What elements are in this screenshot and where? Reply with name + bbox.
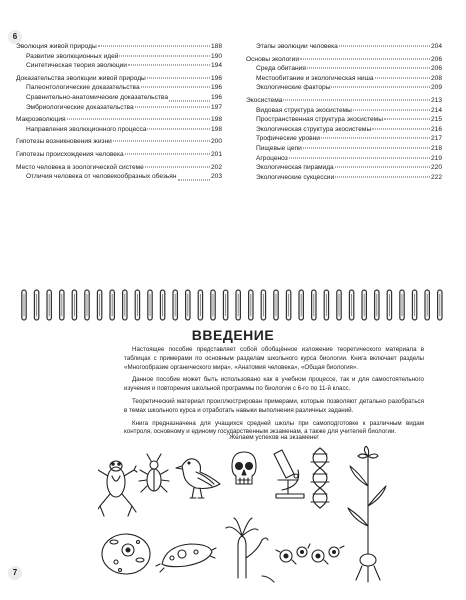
toc-entry-page: 197 (210, 103, 222, 111)
page-number-top: 6 (8, 30, 22, 44)
toc-dot-leader (303, 147, 430, 148)
toc-entry (246, 134, 442, 144)
toc-dot-leader (353, 109, 430, 110)
binding-ring (249, 290, 253, 320)
toc-dot-leader (178, 179, 210, 180)
toc-entry (16, 74, 222, 84)
binding-ring (186, 290, 190, 320)
toc-dot-leader (375, 77, 430, 78)
toc-entry (246, 125, 442, 135)
intro-paragraph: Теоретический материал проиллюстрирован примерами, которые позволяют детально разобраться в темах школьного курса и отработать навыки выполнения различных заданий. (124, 397, 424, 414)
toc-entry (16, 61, 222, 71)
flower-drawing (348, 446, 386, 582)
toc-entry-title: Этапы эволюции человека (256, 43, 338, 50)
binding-ring (85, 290, 89, 320)
toc-entry-page: 202 (210, 163, 222, 171)
binding-ring (400, 290, 404, 320)
toc-entry (16, 172, 222, 182)
toc-dot-leader (147, 77, 210, 78)
toc-entry-title: Направления эволюционного процесса (26, 125, 147, 133)
toc-dot-leader (289, 157, 430, 158)
paramecium-drawing (156, 544, 216, 572)
binding-ring (110, 290, 114, 320)
binding-ring (173, 290, 177, 320)
toc-entry-title: Среда обитания (256, 65, 306, 73)
toc-left-column (16, 42, 222, 182)
binding-ring (97, 290, 101, 320)
toc-entry-page: 215 (430, 116, 442, 124)
binding-ring (349, 290, 353, 320)
toc-entry-title: Гипотезы происхождения человека (16, 150, 124, 158)
toc-entry-title: Синтетическая теория эволюции (26, 62, 127, 70)
toc-dot-leader (283, 99, 430, 100)
closing-wish: Желаем успехов на экзамене! (229, 434, 319, 441)
toc-entry (246, 106, 442, 116)
toc-dot-leader (119, 55, 210, 56)
spiral-binding (0, 286, 466, 326)
toc-entry (246, 144, 442, 154)
binding-ring (135, 290, 139, 320)
toc-entry (16, 115, 222, 125)
toc-entry-page: 219 (430, 154, 442, 162)
toc-entry (16, 163, 222, 173)
toc-dot-leader (98, 46, 210, 47)
toc-entry-page: 196 (210, 84, 222, 92)
toc-entry (246, 83, 442, 93)
binding-ring (198, 290, 202, 320)
binding-ring (236, 290, 240, 320)
toc-entry-title: Местообитание и экологическая ниша (256, 74, 374, 82)
cell-drawing (102, 534, 150, 574)
toc-entry-title: Пространственная структура экосистемы (256, 116, 383, 124)
toc-entry-title: Развитие эволюционных идей (26, 52, 119, 60)
toc-entry-title: Гипотезы возникновения жизни (16, 138, 112, 146)
intro-paragraph: Настоящее пособие представляет собой обобщённое изложение теоретического материала в таблицах с примерами по основным разделам школьного курса биологии. Книга включает разделы «Многообразие органического мира», «Анатомия человека», «Общая биология». (124, 346, 424, 371)
binding-ring (412, 290, 416, 320)
toc-entry-page: 204 (430, 43, 442, 50)
binding-ring (312, 290, 316, 320)
binding-ring (223, 290, 227, 320)
toc-entry-title: Экологическая структура экосистемы (256, 125, 372, 133)
binding-ring (438, 290, 442, 320)
toc-entry-title: Агроценоз (256, 154, 288, 162)
binding-ring (387, 290, 391, 320)
toc-entry (16, 52, 222, 62)
toc-dot-leader (335, 167, 430, 168)
toc-right-column (246, 42, 442, 182)
toc-entry-title: Эмбриологические доказательства (26, 103, 134, 111)
hydra-drawing (226, 518, 268, 578)
mushroom-drawing (262, 576, 274, 582)
frog-drawing (98, 461, 137, 516)
microscope-drawing (274, 450, 304, 498)
toc-entry-page: 198 (210, 116, 222, 124)
toc-entry-title: Эволюция живой природы (16, 43, 97, 50)
toc-entry-title: Экологические сукцессии (256, 173, 335, 181)
toc-dot-leader (331, 87, 430, 88)
bird-drawing (176, 459, 220, 498)
intro-paragraph: Данное пособие может быть использовано как в учебном процессе, так и для самостоятельного изучения и повторения школьной программы по биологии с 6-го по 11-й класс. (124, 376, 424, 393)
toc-entry (246, 64, 442, 74)
toc-dot-leader (169, 100, 210, 101)
binding-ring (123, 290, 127, 320)
toc-dot-leader (321, 138, 430, 139)
binding-ring (211, 290, 215, 320)
toc-dot-leader (141, 87, 210, 88)
toc-entry (16, 93, 222, 103)
binding-ring (337, 290, 341, 320)
toc-entry (16, 137, 222, 147)
toc-entry-title: Макроэволюция (16, 116, 66, 124)
toc-entry-title: Место человека в зоологической системе (16, 163, 144, 171)
toc-entry (16, 83, 222, 93)
skull-drawing (232, 452, 256, 484)
intro-paragraph: Книга предназначена для учащихся средней школы при самоподготовке к различным видам контроля, основному и единому государственным экзаменам, а также для учителей биологии. (124, 419, 424, 436)
toc-dot-leader (128, 65, 210, 66)
toc-entry (246, 173, 442, 183)
toc-entry-page: 196 (210, 74, 222, 82)
toc-dot-leader (300, 58, 430, 59)
section-title: ВВЕДЕНИЕ (191, 327, 275, 343)
toc-entry-title: Экологическая пирамида (256, 164, 334, 172)
toc-entry-page: 203 (210, 173, 222, 181)
toc-entry (246, 74, 442, 84)
toc-entry-page: 194 (210, 62, 222, 70)
toc-entry-title: Экологические факторы (256, 84, 331, 92)
binding-ring (286, 290, 290, 320)
toc-entry-page: 216 (430, 125, 442, 133)
toc-dot-leader (335, 176, 430, 177)
toc-dot-leader (113, 141, 210, 142)
binding-ring (425, 290, 429, 320)
toc-dot-leader (125, 153, 210, 154)
toc-dot-leader (145, 166, 210, 167)
toc-entry-page: 206 (430, 55, 442, 63)
toc-entry-title: Сравнительно-анатомические доказательства (26, 93, 169, 101)
toc-entry-page: 213 (430, 96, 442, 104)
toc-entry (16, 103, 222, 113)
toc-entry-title: Трофические уровни (256, 135, 320, 143)
toc-entry-title: Экосистема (246, 96, 283, 104)
toc-entry-page: 217 (430, 135, 442, 143)
toc-entry-page: 200 (210, 138, 222, 146)
binding-ring (47, 290, 51, 320)
toc-entry-page: 206 (430, 65, 442, 73)
binding-ring (274, 290, 278, 320)
binding-ring (148, 290, 152, 320)
toc-entry (246, 115, 442, 125)
toc-entry-page: 188 (210, 43, 222, 50)
toc-dot-leader (147, 128, 210, 129)
binding-ring (324, 290, 328, 320)
toc-entry (246, 55, 442, 65)
toc-entry-title: Основы экологии (246, 55, 300, 63)
binding-ring (72, 290, 76, 320)
toc-entry (246, 42, 442, 52)
binding-ring (160, 290, 164, 320)
toc-entry-page: 218 (430, 144, 442, 152)
binding-ring (261, 290, 265, 320)
toc-entry-title: Доказательства эволюции живой природы (16, 74, 146, 82)
toc-entry-title: Пищевые цепи (256, 144, 302, 152)
microbes-drawing (276, 544, 344, 564)
toc-entry (246, 163, 442, 173)
toc-entry-page: 198 (210, 125, 222, 133)
toc-entry-title: Отличия человека от человекообразных обезьян (26, 173, 177, 181)
toc-entry-page: 201 (210, 150, 222, 158)
toc-entry-page: 190 (210, 52, 222, 60)
toc-dot-leader (384, 119, 430, 120)
toc-entry-title: Палеонтологические доказательства (26, 84, 140, 92)
toc-entry (16, 42, 222, 52)
toc-entry-page: 209 (430, 84, 442, 92)
binding-ring (22, 290, 26, 320)
toc-entry-page: 208 (430, 74, 442, 82)
toc-entry-page: 222 (430, 173, 442, 181)
toc-entry (16, 150, 222, 160)
toc-entry-title: Видовая структура экосистемы (256, 106, 352, 114)
page-number-bottom: 7 (8, 566, 22, 580)
binding-ring (299, 290, 303, 320)
toc-dot-leader (339, 46, 430, 47)
toc-dot-leader (67, 119, 210, 120)
beetle-drawing (139, 454, 169, 492)
toc-entry (246, 154, 442, 164)
biology-illustrations (98, 446, 394, 586)
toc-entry (16, 125, 222, 135)
intro-text (124, 346, 424, 441)
binding-ring (362, 290, 366, 320)
binding-ring (34, 290, 38, 320)
toc-entry-page: 220 (430, 164, 442, 172)
toc-dot-leader (307, 68, 430, 69)
toc-entry-page: 196 (210, 93, 222, 101)
toc-dot-leader (135, 106, 210, 107)
toc-entry-page: 214 (430, 106, 442, 114)
toc-dot-leader (372, 128, 430, 129)
binding-ring (60, 290, 64, 320)
binding-ring (375, 290, 379, 320)
toc-entry (246, 96, 442, 106)
dna-drawing (311, 448, 329, 508)
